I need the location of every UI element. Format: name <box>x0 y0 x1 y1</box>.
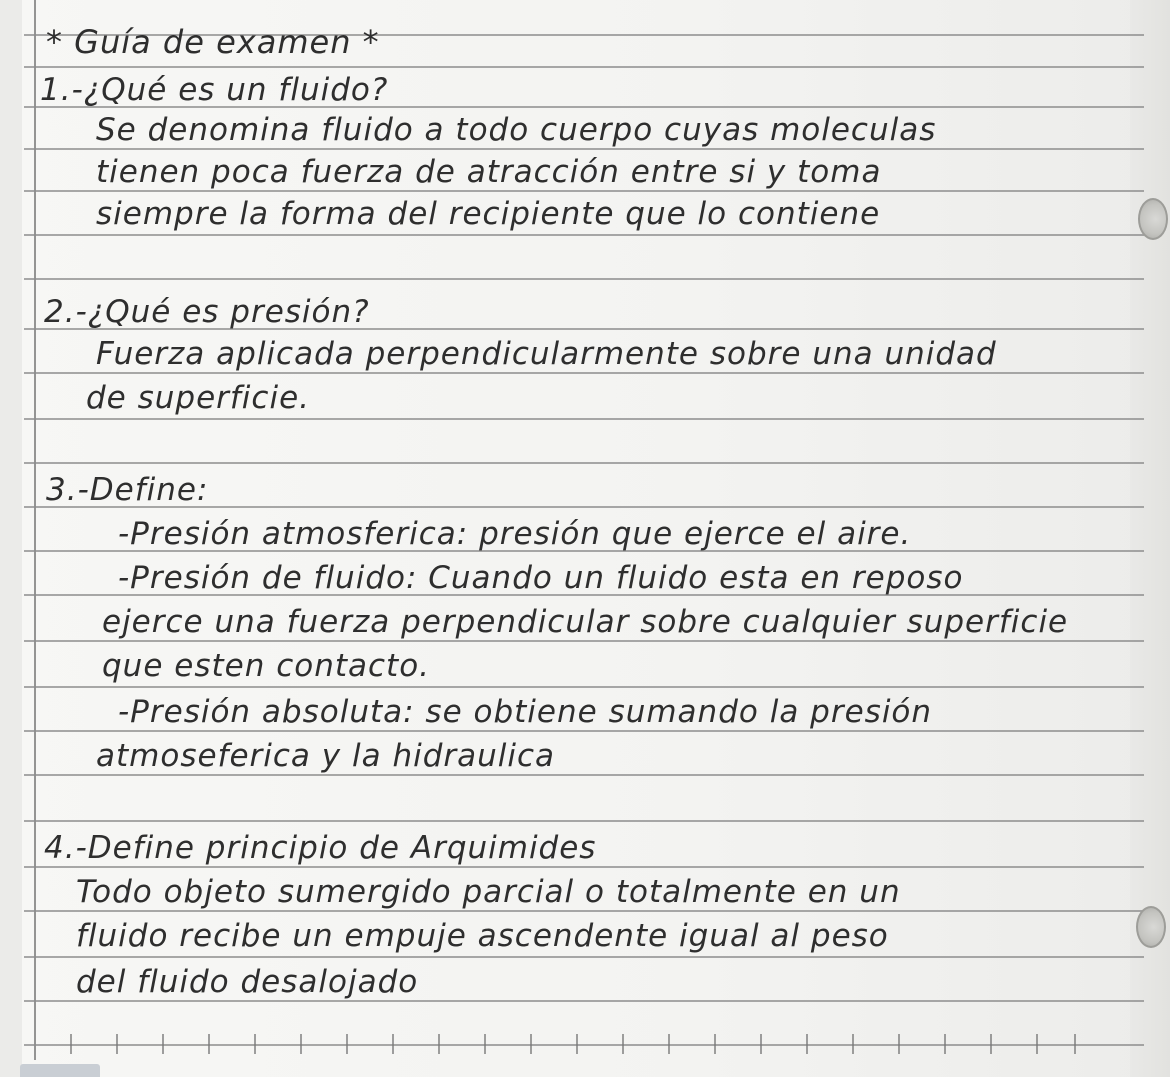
tick-mark <box>392 1034 394 1054</box>
answer-2-line-1: Fuerza aplicada perpendicularmente sobre una unidad <box>96 336 997 372</box>
answer-4-line-1: Todo objeto sumergido parcial o totalmente en un <box>76 874 901 910</box>
tick-mark <box>1036 1034 1038 1054</box>
tick-mark <box>162 1034 164 1054</box>
tick-mark <box>116 1034 118 1054</box>
answer-1-line-2: tienen poca fuerza de atracción entre si y toma <box>96 154 882 190</box>
ruled-line <box>24 234 1144 236</box>
tick-mark <box>806 1034 808 1054</box>
ruled-line <box>24 956 1144 958</box>
binder-hole <box>1136 906 1166 948</box>
answer-3-line-1: -Presión atmosferica: presión que ejerce el aire. <box>118 516 912 552</box>
tick-mark <box>714 1034 716 1054</box>
tick-mark <box>990 1034 992 1054</box>
question-4: 4.-Define principio de Arquimides <box>44 830 597 866</box>
tick-mark <box>760 1034 762 1054</box>
tick-mark <box>530 1034 532 1054</box>
tick-mark <box>254 1034 256 1054</box>
answer-3-line-4: que esten contacto. <box>102 648 431 684</box>
tick-mark <box>668 1034 670 1054</box>
page-left-edge <box>0 0 22 1077</box>
answer-4-line-3: del fluido desalojado <box>76 964 419 1000</box>
answer-1-line-3: siempre la forma del recipiente que lo contiene <box>96 196 881 232</box>
tick-mark <box>944 1034 946 1054</box>
question-3: 3.-Define: <box>46 472 209 508</box>
ruled-line <box>24 66 1144 68</box>
tick-mark <box>484 1034 486 1054</box>
ruled-line <box>24 418 1144 420</box>
answer-3-line-5: -Presión absoluta: se obtiene sumando la presión <box>118 694 933 730</box>
binder-hole <box>1138 198 1168 240</box>
answer-3-line-3: ejerce una fuerza perpendicular sobre cualquier superficie <box>102 604 1069 640</box>
question-2: 2.-¿Qué es presión? <box>44 294 370 330</box>
tick-mark <box>852 1034 854 1054</box>
ruled-line <box>24 686 1144 688</box>
ruled-line <box>24 278 1144 280</box>
tick-mark <box>1074 1034 1076 1054</box>
tick-mark <box>622 1034 624 1054</box>
margin-line <box>34 0 36 1060</box>
tick-mark <box>346 1034 348 1054</box>
ruled-line <box>24 1044 1144 1046</box>
answer-4-line-2: fluido recibe un empuje ascendente igual al peso <box>76 918 889 954</box>
ruled-line <box>24 820 1144 822</box>
answer-3-line-2: -Presión de fluido: Cuando un fluido esta en reposo <box>118 560 964 596</box>
answer-3-line-6: atmoseferica y la hidraulica <box>96 738 556 774</box>
bottom-tab <box>20 1064 100 1077</box>
ruled-line <box>24 462 1144 464</box>
answer-2-line-2: de superficie. <box>86 380 311 416</box>
tick-mark <box>300 1034 302 1054</box>
tick-mark <box>70 1034 72 1054</box>
question-1: 1.-¿Qué es un fluido? <box>40 72 389 108</box>
tick-mark <box>898 1034 900 1054</box>
tick-mark <box>576 1034 578 1054</box>
tick-mark <box>208 1034 210 1054</box>
answer-1-line-1: Se denomina fluido a todo cuerpo cuyas moleculas <box>96 112 937 148</box>
tick-mark <box>438 1034 440 1054</box>
page-title: * Guía de examen * <box>46 23 380 61</box>
